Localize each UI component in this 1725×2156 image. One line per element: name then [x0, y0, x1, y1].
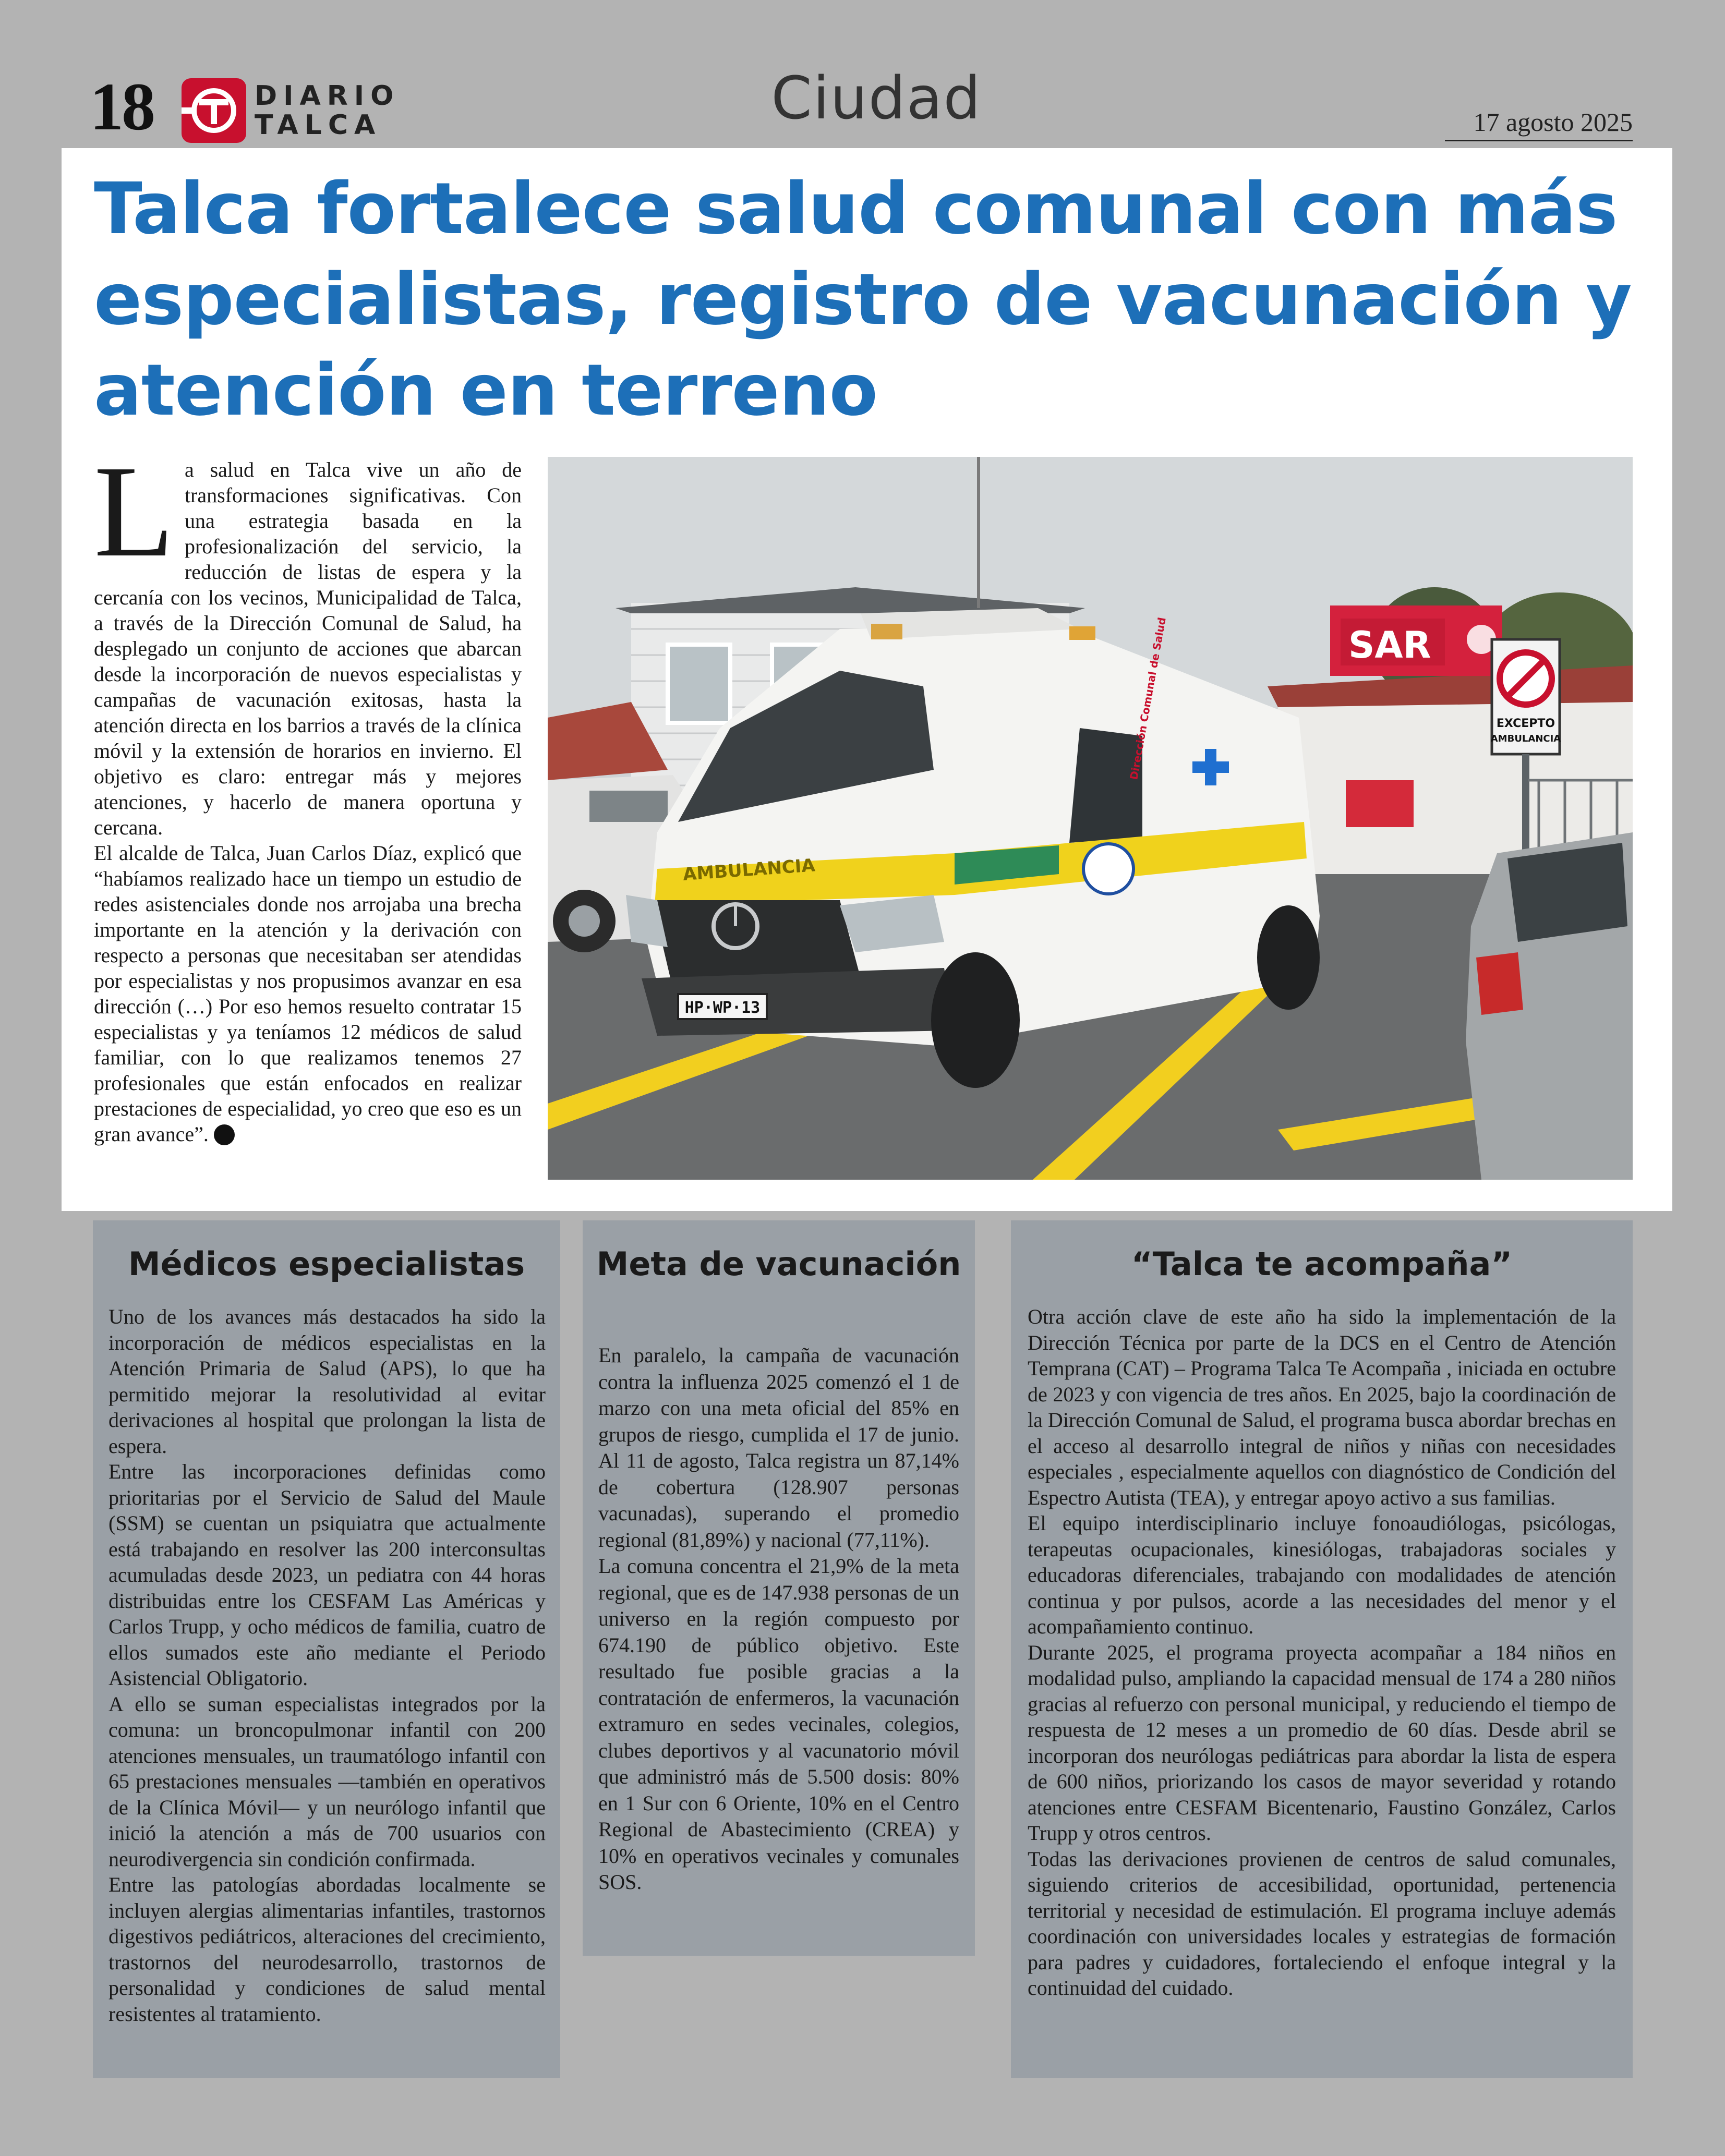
section-title: Ciudad: [771, 65, 982, 132]
box-medicos-especialistas: [93, 1220, 560, 2078]
box-paragraph: Uno de los avances más destacados ha sido la incorporación de médicos especialistas en la Atención Primaria de Salud (APS), lo que ha permitido mejorar la resolutividad al evitar derivaciones al hospital que prolongan la lista de espera.: [108, 1305, 546, 1458]
logo-mark-icon: [182, 78, 246, 143]
ambulancia-sign-text: AMBULANCIA: [1490, 733, 1561, 744]
box-paragraph: Otra acción clave de este año ha sido la implementación de la Dirección Técnica por parte de la DCS en el Centro de Atención Temprana (CAT) – Programa Talca Te Acompaña , iniciada en octubre de 2023 y con vigencia de tres años. En 2025, bajo la coordinación de la Dirección Comunal de Salud, el programa busca abordar brechas en el acceso al desarrollo integral de niños y niñas con necesidades especiales , especialmente aquellos con diagnóstico de Condición del Espectro Autista (TEA), y entregar apoyo activo a sus familias.: [1028, 1305, 1616, 1509]
article-paragraph-1: La salud en Talca vive un año de transformaciones significativas. Con una estrategia basada en la profesionalización del servicio, la reducción de listas de espera y la cercanía con los vecinos, Municipalidad de Talca, a través de la Dirección Comunal de Salud, ha desplegado un conjunto de acciones que abarcan desde la incorporación de nuevos especialistas y campañas de vacunación exitosas, hasta la atención directa en los barrios a través de la clínica móvil y la extensión de horarios en invierno. El objetivo es claro: entregar más y mejores atenciones, y hacerlo de manera oportuna y cercana.: [94, 438, 522, 839]
article-paragraph-2: El alcalde de Talca, Juan Carlos Díaz, explicó que “habíamos realizado hace un tiempo un estudio de redes asistenciales donde nos arrojaba una brecha importante en la atención y la derivación con respecto a personas que necesitaban ser atendidas por especialistas y nos propusimos avanzar en esa dirección (…) Por eso hemos resuelto contratar 15 especialistas y ya teníamos 12 médicos de salud familiar, con lo que realizamos tenemos 27 profesionales que están enfocados en realizar prestaciones de especialidad, yo creo que eso es un gran avance”.: [94, 841, 522, 1146]
headline: Talca fortalece salud comunal con más especialistas, registro de vacunación y atención en terreno: [94, 168, 1632, 432]
box-paragraph: La comuna concentra el 21,9% de la meta regional, que es de 147.938 personas de un universo en la región compuesto por 674.190 de público objetivo. Este resultado fue posible gracias a la contratación de enfermeros, la vacunación extramuro en sedes vecinales, colegios, clubes deportivos y al vacunatorio móvil que administró más de 5.500 dosis: 80% en 1 Sur con 6 Oriente, 10% en el Centro Regional de Abastecimiento (CREA) y 10% en operativos vecinales y comunales SOS.: [598, 1554, 959, 1894]
box-title: Meta de vacunación: [596, 1245, 961, 1283]
box-paragraph: A ello se suman especialistas integrados por la comuna: un broncopulmonar infantil con 200 atenciones mensuales, un traumatólogo infantil con 65 prestaciones mensuales —también en operativos de la Clínica Móvil— y un neurólogo infantil que inició la atención a más de 700 usuarios con neurodivergencia sin condición confirmada.: [108, 1692, 546, 1871]
logo-line-2: TALCA: [255, 110, 382, 141]
excepto-sign-text: EXCEPTO: [1496, 717, 1555, 730]
box-body: [108, 1304, 546, 2027]
hood-text: AMBULANCIA: [682, 855, 816, 885]
drop-cap: L: [94, 438, 174, 584]
box-paragraph: Entre las patologías abordadas localmente se incluyen alergias alimentarias infantiles, trastornos digestivos pediátricos, alteraciones del crecimiento, trastornos del neurodesarrollo, trastornos de personalidad y condiciones de salud mental resistentes al tratamiento.: [108, 1873, 546, 2026]
box-body: [1028, 1304, 1616, 2001]
article-body: [94, 438, 522, 1147]
box-paragraph: Durante 2025, el programa proyecta acompañar a 184 niños en modalidad pulso, ampliando la capacidad mensual de 174 a 280 niños gracias al refuerzo con personal municipal, y reduciendo el tiempo de respuesta de 12 meses a un promedio de 60 días. Desde abril se incorporan dos neurólogas pediátricas para abordar la lista de espera de 600 niños, priorizando los casos de mayor severidad y rotando atenciones entre CESFAM Bicentenario, Faustino González, Carlos Trupp y otros centros.: [1028, 1640, 1616, 1845]
sar-sign-text: SAR: [1348, 624, 1431, 667]
page-number: 18: [90, 69, 153, 144]
box-paragraph: Todas las derivaciones provienen de centros de salud comunales, siguiendo criterios de accesibilidad, oportunidad, pertenencia territorial y necesidad de estimulación. El programa incluye además coordinación con universidades locales y estrategias de formación para padres y cuidadores, fortaleciendo el enfoque integral y la continuidad del cuidado.: [1028, 1847, 1616, 2000]
box-paragraph: En paralelo, la campaña de vacunación contra la influenza 2025 comenzó el 1 de marzo con una meta oficial del 85% en grupos de riesgo, cumplida el 17 de junio. Al 11 de agosto, Talca registra un 87,14% de cobertura (128.907 personas vacunadas), superando el promedio regional (81,89%) y nacional (77,11%).: [598, 1343, 959, 1552]
issue-date: 17 agosto 2025: [1445, 107, 1633, 141]
box-paragraph: Entre las incorporaciones definidas como prioritarias por el Servicio de Salud del Maule (SSM) se cuentan un psiquiatra que actualmente está trabajando en resolver las 200 interconsultas acumuladas desde 2023, un pediatra con 44 horas distribuidas entre los CESFAM Las Américas y Carlos Trupp, y ocho médicos de familia, cuatro de ellos sumados este año mediante el Periodo Asistencial Obligatorio.: [108, 1460, 546, 1690]
box-talca-te-acompana: [1011, 1220, 1633, 2078]
box-title: Médicos especialistas: [128, 1245, 525, 1283]
box-paragraph: El equipo interdisciplinario incluye fonoaudiólogas, psicólogas, terapeutas ocupacionales, kinesiólogas, trabajadoras sociales y educadoras diferenciales, trabajando con modalidades de atención continua y por pulsos, acorde a las necesidades del menor y el acompañamiento continuo.: [1028, 1511, 1616, 1638]
license-plate: HP·WP·13: [684, 999, 761, 1017]
box-body: [598, 1342, 959, 1896]
vehicle-side-text: Dirección Comunal de Salud: [1127, 616, 1168, 781]
box-title: “Talca te acompaña”: [1131, 1245, 1513, 1283]
end-mark-icon: [214, 1124, 235, 1145]
ambulance-photo: [548, 457, 1633, 1180]
logo-line-1: DIARIO: [255, 80, 400, 112]
box-meta-vacunacion: [583, 1220, 975, 1956]
article-panel: [62, 148, 1672, 1211]
diario-talca-logo: [182, 78, 400, 143]
